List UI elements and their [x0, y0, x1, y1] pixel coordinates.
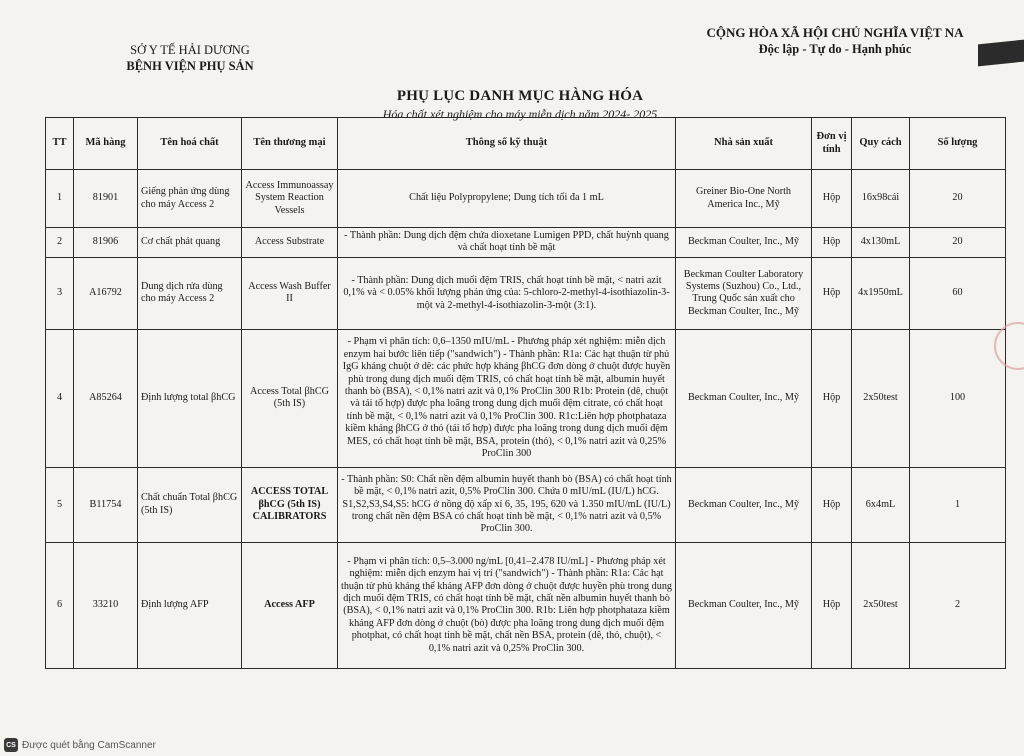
cell-manufacturer: Beckman Coulter Laboratory Systems (Suzhou) Co., Ltd., Trung Quốc sản xuất cho Beckman Coulter, Inc., Mỹ — [676, 257, 812, 329]
cell-unit: Hộp — [812, 467, 852, 542]
cell-quantity: 100 — [910, 329, 1006, 467]
cell-packaging: 4x1950mL — [852, 257, 910, 329]
cell-quantity: 20 — [910, 228, 1006, 258]
table-row — [46, 257, 1006, 329]
col-header-chemical: Tên hoá chất — [138, 118, 242, 170]
table-header-row — [46, 118, 1006, 170]
cell-packaging: 16x98cái — [852, 170, 910, 228]
table-row — [46, 467, 1006, 542]
cell-unit: Hộp — [812, 542, 852, 668]
col-header-spec: Thông số kỹ thuật — [338, 118, 676, 170]
national-header — [670, 24, 1000, 58]
camscanner-icon: CS — [4, 738, 18, 752]
cell-spec: - Phạm vi phân tích: 0,5–3.000 ng/mL [0,41–2.478 IU/mL] - Phương pháp xét nghiệm: miễn dịch enzym hai vị trí ("sandwich") - Thành phần: R1a: Các hạt thuận từ phủ kháng thể kháng AFP đơn dòng ở chuột được huyền phù trong dung dịch muối đệm TRIS, có chất hoạt tính bề mặt, chất nền albumin huyết thanh bò (BSA), < 0,1% natri azit và 0,1% ProClin 300. R1b: Liên hợp photphataza kiềm kháng AFP đơn dòng ở chuột (bò) được pha loãng trong dung dịch muối đệm photphat, có chất hoạt tính bề mặt, chất nền BSA, protein (dê, thỏ, chuột), < 0,1% natri azit và 0,25% ProClin 300. — [338, 542, 676, 668]
cell-unit: Hộp — [812, 170, 852, 228]
col-header-trade-name: Tên thương mại — [242, 118, 338, 170]
cell-tt: 4 — [46, 329, 74, 467]
cell-manufacturer: Beckman Coulter, Inc., Mỹ — [676, 542, 812, 668]
col-header-quantity: Số lượng — [910, 118, 1006, 170]
cell-packaging: 4x130mL — [852, 228, 910, 258]
cell-chemical: Cơ chất phát quang — [138, 228, 242, 258]
col-header-unit: Đơn vị tính — [812, 118, 852, 170]
cell-quantity: 20 — [910, 170, 1006, 228]
cell-trade-name: Access AFP — [242, 542, 338, 668]
table-row — [46, 228, 1006, 258]
cell-code: 33210 — [74, 542, 138, 668]
cell-trade-name: Access Wash Buffer II — [242, 257, 338, 329]
cell-packaging: 6x4mL — [852, 467, 910, 542]
cell-tt: 2 — [46, 228, 74, 258]
cell-code: A85264 — [74, 329, 138, 467]
cell-chemical: Dung dịch rửa dùng cho máy Access 2 — [138, 257, 242, 329]
col-header-packaging: Quy cách — [852, 118, 910, 170]
cell-tt: 3 — [46, 257, 74, 329]
table-row — [46, 542, 1006, 668]
cell-unit: Hộp — [812, 329, 852, 467]
cell-trade-name: Access Total βhCG (5th IS) — [242, 329, 338, 467]
cell-quantity: 60 — [910, 257, 1006, 329]
scan-corner-shadow — [978, 40, 1024, 67]
cell-quantity: 1 — [910, 467, 1006, 542]
cell-tt: 5 — [46, 467, 74, 542]
cell-unit: Hộp — [812, 228, 852, 258]
cell-code: 81901 — [74, 170, 138, 228]
cell-quantity: 2 — [910, 542, 1006, 668]
cell-spec: - Thành phần: Dung dịch đệm chứa dioxetane Lumigen PPD, chất huỳnh quang và chất hoạt tính bề mặt — [338, 228, 676, 258]
issuing-organization — [90, 42, 290, 74]
table-row — [46, 170, 1006, 228]
org-line-hospital: BỆNH VIỆN PHỤ SẢN — [126, 59, 254, 73]
cell-packaging: 2x50test — [852, 329, 910, 467]
cell-chemical: Giếng phản ứng dùng cho máy Access 2 — [138, 170, 242, 228]
cell-manufacturer: Beckman Coulter, Inc., Mỹ — [676, 228, 812, 258]
cell-manufacturer: Greiner Bio-One North America Inc., Mỹ — [676, 170, 812, 228]
cell-code: B11754 — [74, 467, 138, 542]
cell-tt: 6 — [46, 542, 74, 668]
table-row — [46, 329, 1006, 467]
nation-title: CỘNG HÒA XÃ HỘI CHỦ NGHĨA VIỆT NA — [706, 25, 964, 40]
cell-manufacturer: Beckman Coulter, Inc., Mỹ — [676, 467, 812, 542]
cell-unit: Hộp — [812, 257, 852, 329]
scanner-watermark — [4, 737, 156, 753]
cell-spec: - Phạm vi phân tích: 0,6–1350 mIU/mL - Phương pháp xét nghiệm: miễn dịch enzym hai bước liên tiếp ("sandwich") - Thành phần: R1a: Các hạt thuận từ phủ IgG kháng chuột ở dê: các phức hợp kháng βhCG đơn dòng ở chuột được huyền phù trong dung dịch muối đệm TRIS, có chất hoạt tính bề mặt, albumin huyết thanh bò (BSA), < 0,1% natri azit và 0,1% ProClin 300 R1b: Protein (dê, chuột và tái tổ hợp) được pha loãng trong dung dịch muối đệm citrate, có chất hoạt tính bề mặt, < 0,1% natri azit và 0,1% ProClin 300. R1c:Liên hợp photphataza kiềm kháng βhCG ở thỏ (tái tổ hợp) được pha loãng trong dung dịch muối đệm MES, có chất hoạt tính bề mặt, BSA, protein (thỏ), < 0,1% natri azit và 0,25% ProClin 300 — [338, 329, 676, 467]
cell-spec: - Thành phần: Dung dịch muối đệm TRIS, chất hoạt tính bề mặt, < natri azit 0,1% và < 0.05% khối lượng phản ứng của: 5-chloro-2-methyl-4-isothiazolin-3-một và 2-methyl-4-isothiazolin-3-một (3:1). — [338, 257, 676, 329]
scanner-watermark-text: Được quét bằng CamScanner — [22, 739, 156, 751]
cell-spec: Chất liệu Polypropylene; Dung tích tối đa 1 mL — [338, 170, 676, 228]
goods-table — [45, 117, 1006, 669]
document-subtitle: Hóa chất xét nghiệm cho máy miễn dịch năm 2024- 2025 — [382, 107, 658, 121]
cell-trade-name: ACCESS TOTAL βhCG (5th IS) CALIBRATORS — [242, 467, 338, 542]
cell-chemical: Định lượng total βhCG — [138, 329, 242, 467]
cell-trade-name: Access Substrate — [242, 228, 338, 258]
cell-code: A16792 — [74, 257, 138, 329]
org-line-department: SỞ Y TẾ HẢI DƯƠNG — [130, 43, 250, 57]
cell-trade-name: Access Immunoassay System Reaction Vessels — [242, 170, 338, 228]
cell-tt: 1 — [46, 170, 74, 228]
col-header-tt: TT — [46, 118, 74, 170]
cell-chemical: Chất chuẩn Total βhCG (5th IS) — [138, 467, 242, 542]
cell-spec: - Thành phần: S0: Chất nền đệm albumin huyết thanh bò (BSA) có chất hoạt tính bề mặt, < 0,1% natri azit, 0,5% ProClin 300. Chứa 0 mIU/mL (IU/L) hCG. S1,S2,S3,S4,S5: hCG ở nồng độ xấp xỉ 6, 35, 195, 620 và 1.350 mIU/mL (IU/L) trong chất nền đệm BSA có chất hoạt tính bề mặt, < 0,1% natri azit và 0,5% ProClin 300. — [338, 467, 676, 542]
cell-chemical: Định lượng AFP — [138, 542, 242, 668]
document-title: PHỤ LỤC DANH MỤC HÀNG HÓA — [396, 88, 644, 104]
cell-code: 81906 — [74, 228, 138, 258]
cell-packaging: 2x50test — [852, 542, 910, 668]
nation-motto: Độc lập - Tự do - Hạnh phúc — [758, 42, 912, 56]
col-header-code: Mã hàng — [74, 118, 138, 170]
col-header-manufacturer: Nhà sản xuất — [676, 118, 812, 170]
cell-manufacturer: Beckman Coulter, Inc., Mỹ — [676, 329, 812, 467]
